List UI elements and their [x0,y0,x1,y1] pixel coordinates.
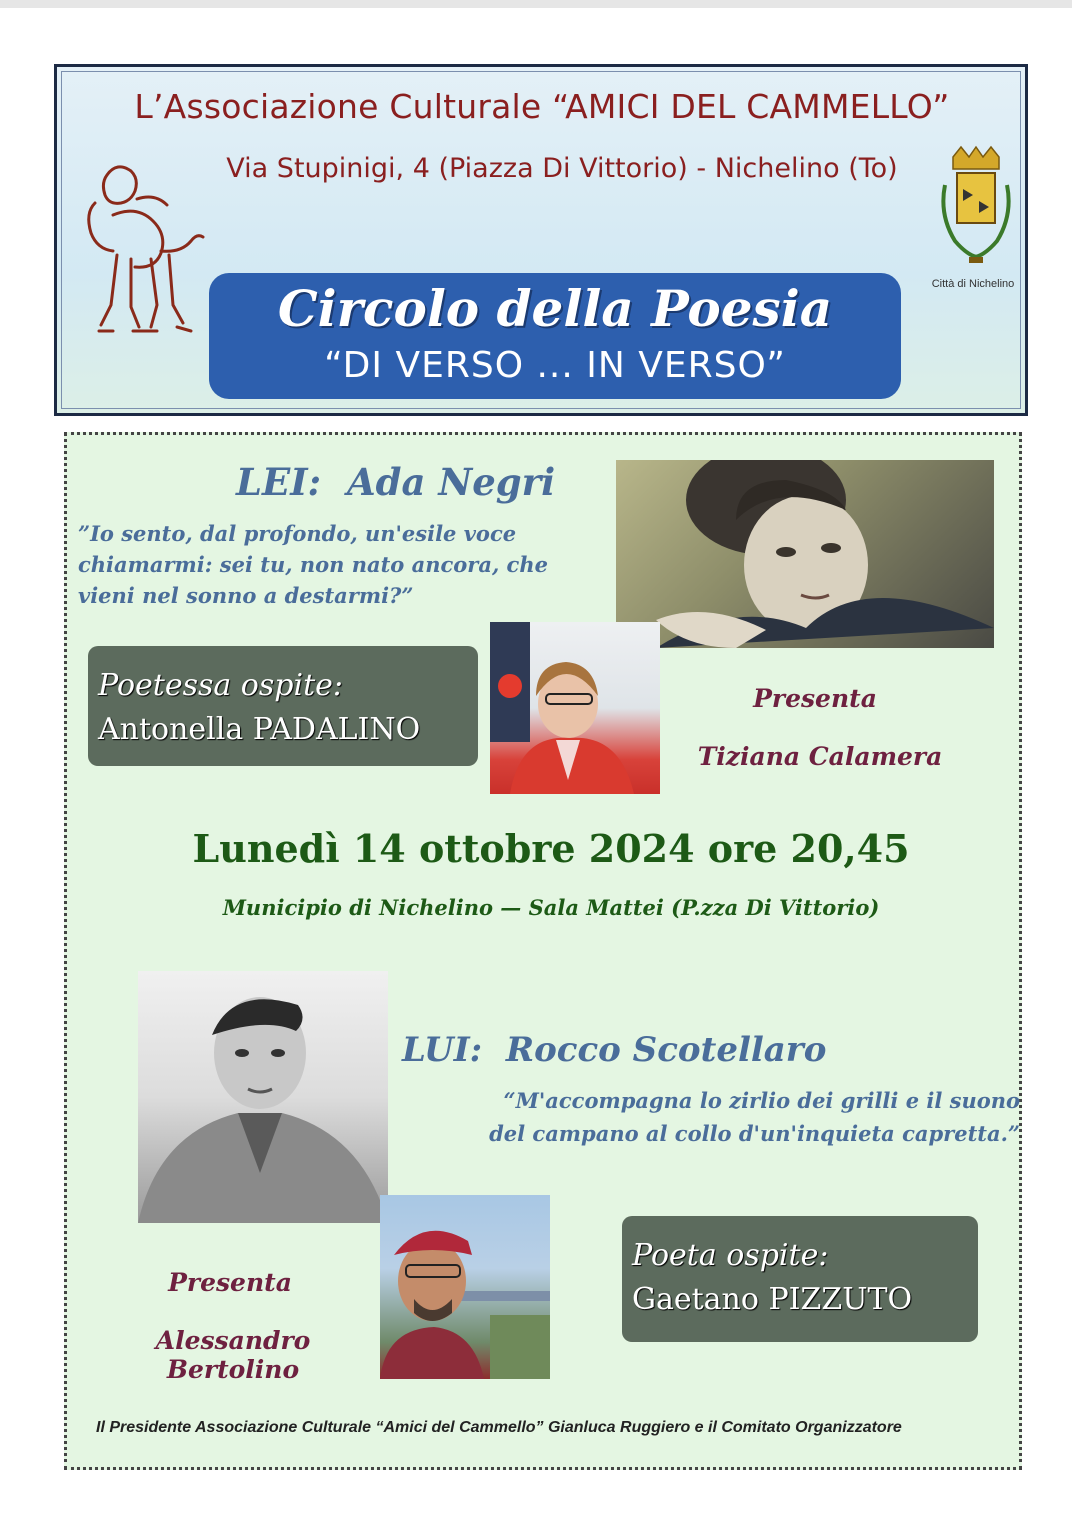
lui-heading: LUI: Rocco Scotellaro [402,1030,827,1070]
lei-heading: LEI: Ada Negri [236,460,556,504]
footer-credits: Il Presidente Associazione Culturale “Amici del Cammello” Gianluca Ruggiero e il Comitato Organizzatore [96,1419,902,1436]
header-banner [54,64,1028,416]
event-date: Lunedì 14 ottobre 2024 ore 20,45 [192,826,910,871]
guest-label: Poetessa ospite: [98,668,343,703]
circolo-subtitle: “DI VERSO ... IN VERSO” [324,345,786,386]
circolo-banner [209,273,901,399]
circolo-title: Circolo della Poesia [277,279,833,338]
city-crest-icon [931,145,1021,275]
lui-quote-line: del campano al collo d'un'inquieta capretta.” [489,1121,1020,1146]
rocco-scotellaro-photo [138,971,388,1223]
guest-name: Gaetano PIZZUTO [632,1282,913,1317]
guest-box-gaetano [622,1216,978,1342]
presenter-name-lei: Tiziana Calamera [697,742,943,771]
lei-quote-line: chiamarmi: sei tu, non nato ancora, che [78,552,548,577]
lei-quote [78,518,608,611]
portrait-man-icon [380,1195,550,1379]
association-name: L’Associazione Culturale “AMICI DEL CAMMELLO” [134,87,950,126]
event-place: Municipio di Nichelino — Sala Mattei (P.zza Di Vittorio) [222,895,880,920]
guest-label: Poeta ospite: [632,1238,829,1273]
portrait-man-icon [138,971,388,1223]
city-label: Città di Nichelino [931,278,1015,290]
presenta-label-lui: Presenta [168,1268,292,1297]
presenta-label-lei: Presenta [753,684,877,713]
portrait-woman-icon [490,622,660,794]
lei-quote-line: vieni nel sonno a destarmi?” [78,583,414,608]
guest-name: Antonella PADALINO [98,712,421,747]
antonella-padalino-photo [490,622,660,794]
lei-quote-line: ”Io sento, dal profondo, un'esile voce [78,521,517,546]
presenter-name-lui: Alessandro Bertolino [155,1326,311,1384]
lui-quote-line: “M'accompagna lo zirlio dei grilli e il suono [503,1088,1020,1113]
camel-logo-icon [77,155,207,345]
guest-box-antonella [88,646,478,766]
association-address: Via Stupinigi, 4 (Piazza Di Vittorio) - Nichelino (To) [226,153,898,184]
lui-quote [420,1084,1020,1150]
ada-negri-photo [616,460,994,648]
top-strip [0,0,1072,8]
portrait-woman-icon [616,460,994,648]
gaetano-pizzuto-photo [380,1195,550,1379]
